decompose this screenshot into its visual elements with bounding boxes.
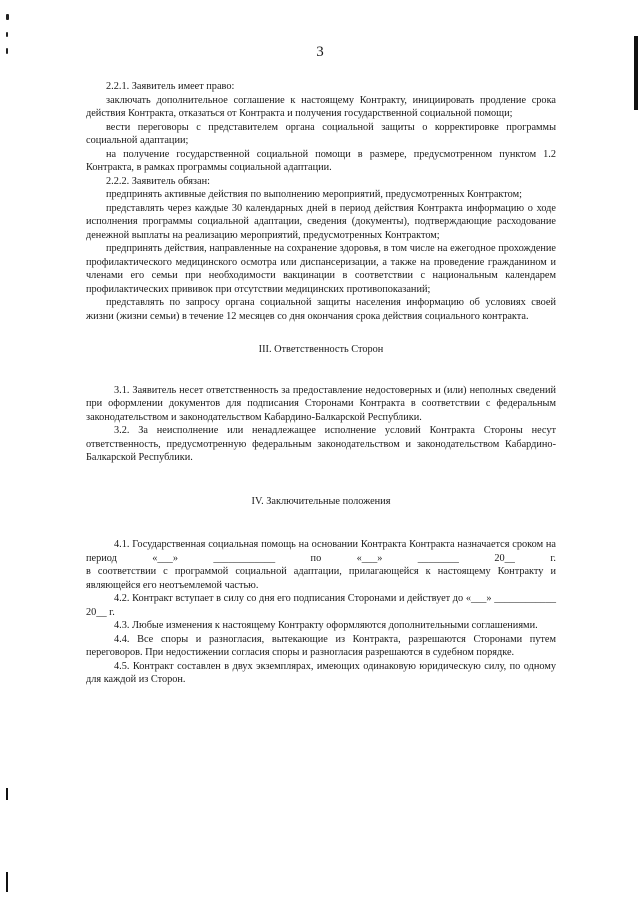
paragraph: предпринять активные действия по выполнению мероприятий, предусмотренных Контрактом;: [106, 189, 522, 200]
paragraph: представлять по запросу органа социальной защиты населения информацию об условиях своей жизни (жизни семьи) в течение 12 месяцев со дня окончания срока действия социального контракта.: [86, 297, 556, 322]
paragraph-4-1: 4.1. Государственная социальная помощь на основании Контракта Контракта назначается сроком на период «___» ____________ по «___» ________ 20__ г.: [86, 539, 556, 564]
paragraph-4-2: 4.2. Контракт вступает в силу со дня его подписания Сторонами и действует до «___» ____________ 20__ г.: [86, 593, 556, 618]
paragraph-3-2: 3.2. За неисполнение или ненадлежащее исполнение условий Контракта Стороны несут ответственность, предусмотренную федеральным законодательством и законодательством Кабардино-Балкарской Республики.: [86, 425, 556, 463]
scan-edge-tick: [6, 872, 8, 892]
page-number: 3: [316, 44, 324, 60]
section-heading-iv: IV. Заключительные положения: [251, 495, 391, 507]
paragraph: представлять через каждые 30 календарных дней в период действия Контракта информацию о ходе исполнения программы социальной адаптации, сведения (документы), подтверждающие расходование денежной выплаты на реализацию мероприятий, предусмотренных Контрактом;: [86, 202, 556, 241]
paragraph-4-1-continued: в соответствии с программой социальной адаптации, прилагающейся к настоящему Контракту и являющейся его неотъемлемой частью.: [86, 566, 556, 591]
scan-edge-tick: [6, 788, 8, 800]
paragraph: предпринять действия, направленные на сохранение здоровья, в том числе на ежегодное прохождение профилактического медицинского осмотра или диспансеризации, а также на проведение гражданином и членами его семьи при необходимости вакцинации в соответствии с национальным календарем профилактических прививок при отсутствии медицинских противопоказаний;: [86, 243, 556, 295]
paragraph-4-5: 4.5. Контракт составлен в двух экземплярах, имеющих одинаковую юридическую силу, по одному для каждой из Сторон.: [86, 660, 556, 685]
document-body: [86, 80, 556, 687]
paragraph: вести переговоры с представителем органа социальной защиты о корректировке программы социальной адаптации;: [86, 121, 556, 146]
section-heading-iii: III. Ответственность Сторон: [258, 344, 384, 355]
paragraph-2-2-1: 2.2.1. Заявитель имеет право:: [106, 81, 235, 92]
paragraph: на получение государственной социальной помощи в размере, предусмотренном пунктом 1.2 Контракта, в рамках программы социальной адаптации.: [86, 148, 556, 173]
paragraph-3-1: 3.1. Заявитель несет ответственность за предоставление недостоверных и (или) неполных сведений при оформлении документов для подписания Сторонами Контракта в соответствии с федеральным законодательством и законодательством Кабардино-Балкарской Республики.: [86, 384, 556, 423]
paragraph: заключать дополнительное соглашение к настоящему Контракту, инициировать продление срока действия Контракта, отказаться от Контракта и получения государственной социальной помощи;: [86, 94, 556, 119]
paragraph-2-2-2: 2.2.2. Заявитель обязан:: [106, 175, 210, 187]
paragraph-4-4: 4.4. Все споры и разногласия, вытекающие из Контракта, разрешаются Сторонами путем переговоров. При недостижении согласия споры и разногласия разрешаются в судебном порядке.: [86, 633, 556, 658]
paragraph-4-3: 4.3. Любые изменения к настоящему Контракту оформляются дополнительными соглашениями.: [114, 620, 538, 631]
